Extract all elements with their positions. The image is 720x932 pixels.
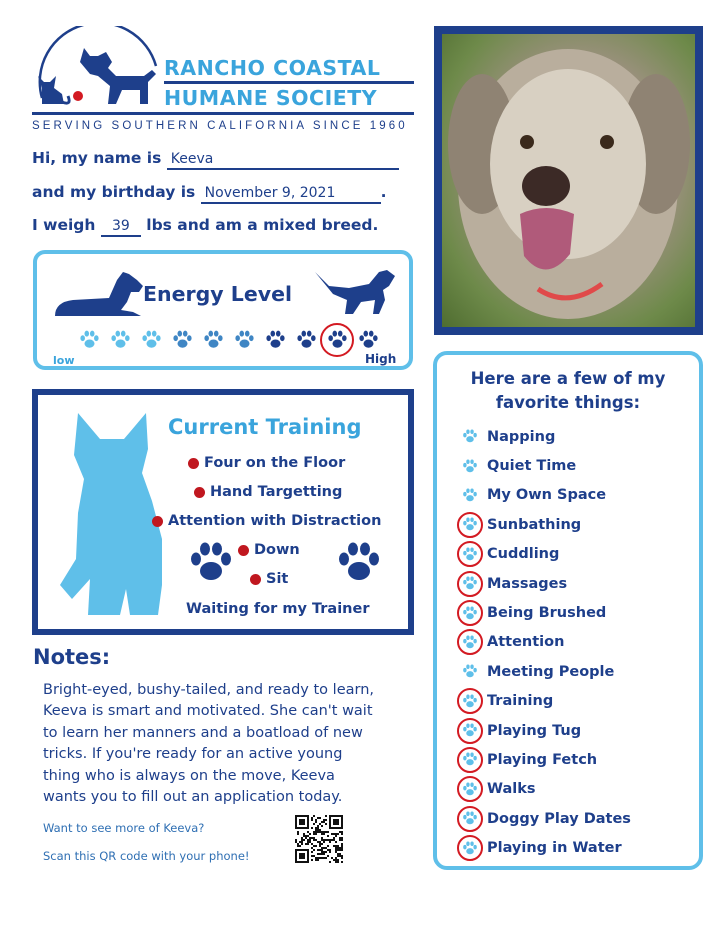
qr-prompt-line-1: Want to see more of Keeva?: [43, 821, 205, 835]
favorite-item: [457, 569, 631, 598]
favorite-label: Playing Fetch: [487, 751, 598, 768]
training-status: Waiting for my Trainer: [186, 601, 370, 617]
favorite-item: [457, 510, 631, 539]
paw-icon: [457, 688, 483, 714]
paw-icon: [457, 482, 483, 508]
paw-icon: [457, 835, 483, 861]
favorite-item: [457, 745, 631, 774]
energy-low-label: low: [53, 354, 75, 367]
energy-paw-icon: [201, 328, 225, 352]
energy-paw-icon: [139, 328, 163, 352]
weight-prefix: I weigh: [32, 216, 96, 234]
qr-code-icon[interactable]: [295, 815, 343, 863]
paw-icon: [457, 747, 483, 773]
favorite-item: [457, 481, 631, 510]
favorite-item: [457, 833, 631, 862]
favorite-item: [457, 422, 631, 451]
favorite-label: Playing in Water: [487, 840, 622, 857]
favorite-label: Sunbathing: [487, 516, 582, 533]
favorite-label: Meeting People: [487, 663, 615, 680]
logo-rule-bottom: [32, 112, 414, 115]
favorite-item: [457, 804, 631, 833]
favorite-item: [457, 775, 631, 804]
notes-line: Bright-eyed, bushy-tailed, and ready to learn,: [43, 682, 375, 698]
dog-photo: [442, 34, 695, 327]
favorite-item: [457, 657, 631, 686]
red-dot-icon: [250, 574, 261, 585]
favorite-label: Napping: [487, 428, 556, 445]
energy-paw-icon: [232, 328, 256, 352]
energy-paw-icon: [170, 328, 194, 352]
paw-icon: [457, 424, 483, 450]
favorites-heading-line-1: Here are a few of my: [470, 369, 666, 388]
notes-body: [43, 680, 423, 808]
favorites-box: [433, 351, 703, 870]
favorite-item: [457, 451, 631, 480]
training-item-hand-targetting: Hand Targetting: [194, 484, 342, 500]
intro-weight-line: [32, 216, 378, 237]
notes-line: thing who is always on the move, Keeva: [43, 767, 335, 784]
notes-line: Keeva is smart and motivated. She can't wait: [43, 703, 373, 720]
notes-line: wants you to fill out an application today.: [43, 789, 343, 806]
energy-paw-icon: [356, 328, 380, 352]
notes-line: tricks. If you're ready for an active young: [43, 746, 343, 763]
favorites-heading-line-2: favorite things:: [495, 393, 641, 412]
paw-icon: [457, 659, 483, 685]
energy-paw-icon: [294, 328, 318, 352]
favorite-item: [457, 540, 631, 569]
lying-dog-icon: [51, 266, 151, 322]
favorite-label: Being Brushed: [487, 605, 607, 622]
favorite-label: Attention: [487, 634, 565, 651]
notes-heading: Notes:: [33, 645, 111, 669]
red-dot-icon: [194, 487, 205, 498]
energy-level-box: [33, 250, 413, 370]
weight-suffix: lbs and am a mixed breed.: [146, 216, 379, 234]
energy-paw-icon: [263, 328, 287, 352]
paw-icon: [457, 629, 483, 655]
energy-paw-icon: [320, 323, 354, 357]
logo-rule-top: [164, 81, 414, 84]
favorite-item: [457, 598, 631, 627]
red-dot-icon: [152, 516, 163, 527]
name-prefix: Hi, my name is: [32, 149, 162, 167]
paw-icon: [457, 541, 483, 567]
favorite-item: [457, 628, 631, 657]
energy-title: Energy Level: [143, 282, 293, 306]
favorite-label: Playing Tug: [487, 722, 582, 739]
favorite-item: [457, 687, 631, 716]
training-item-sit: Sit: [250, 571, 288, 587]
favorite-label: Training: [487, 693, 554, 710]
logo-line-2: HUMANE SOCIETY: [164, 86, 378, 110]
paw-icon: [457, 776, 483, 802]
logo: [32, 26, 422, 136]
favorite-item: [457, 716, 631, 745]
dog-photo-frame: [434, 26, 703, 335]
qr-prompt-line-2: Scan this QR code with your phone!: [43, 849, 250, 863]
birthday-value: November 9, 2021: [201, 185, 381, 204]
paw-icon: [457, 600, 483, 626]
logo-tagline: SERVING SOUTHERN CALIFORNIA SINCE 1960: [32, 120, 408, 132]
weight-value: 39: [101, 218, 141, 237]
paw-icon: [457, 806, 483, 832]
energy-paw-scale: [77, 328, 380, 352]
energy-high-label: High: [365, 352, 397, 366]
energy-paw-icon: [77, 328, 101, 352]
paw-icon: [457, 571, 483, 597]
training-item-down: Down: [238, 542, 300, 558]
logo-line-1: RANCHO COASTAL: [164, 56, 381, 80]
red-dot-icon: [188, 458, 199, 469]
favorite-label: Massages: [487, 575, 568, 592]
paw-print-icon: [336, 541, 382, 585]
favorite-label: Walks: [487, 781, 536, 798]
favorite-label: My Own Space: [487, 487, 607, 504]
dog-face-illustration: [442, 34, 695, 327]
paw-print-icon: [188, 541, 234, 585]
red-dot-icon: [238, 545, 249, 556]
playing-dog-icon: [313, 264, 397, 318]
training-item-attention: Attention with Distraction: [152, 513, 381, 529]
paw-icon: [457, 718, 483, 744]
energy-paw-icon: [108, 328, 132, 352]
intro-name-line: [32, 149, 399, 170]
name-value: Keeva: [167, 151, 399, 170]
birthday-prefix: and my birthday is: [32, 183, 196, 201]
training-box: [32, 389, 414, 635]
favorite-label: Quiet Time: [487, 458, 577, 475]
birthday-suffix: .: [380, 183, 387, 201]
favorite-label: Doggy Play Dates: [487, 810, 631, 827]
paw-icon: [457, 453, 483, 479]
intro-birthday-line: [32, 183, 387, 204]
favorite-label: Cuddling: [487, 546, 560, 563]
paw-icon: [457, 512, 483, 538]
notes-line: to learn her manners and a boatload of new: [43, 724, 363, 741]
favorites-list: [457, 422, 631, 863]
logo-pets-icon: [32, 26, 162, 112]
training-title: Current Training: [168, 415, 362, 439]
training-item-four-on-floor: Four on the Floor: [188, 455, 345, 471]
